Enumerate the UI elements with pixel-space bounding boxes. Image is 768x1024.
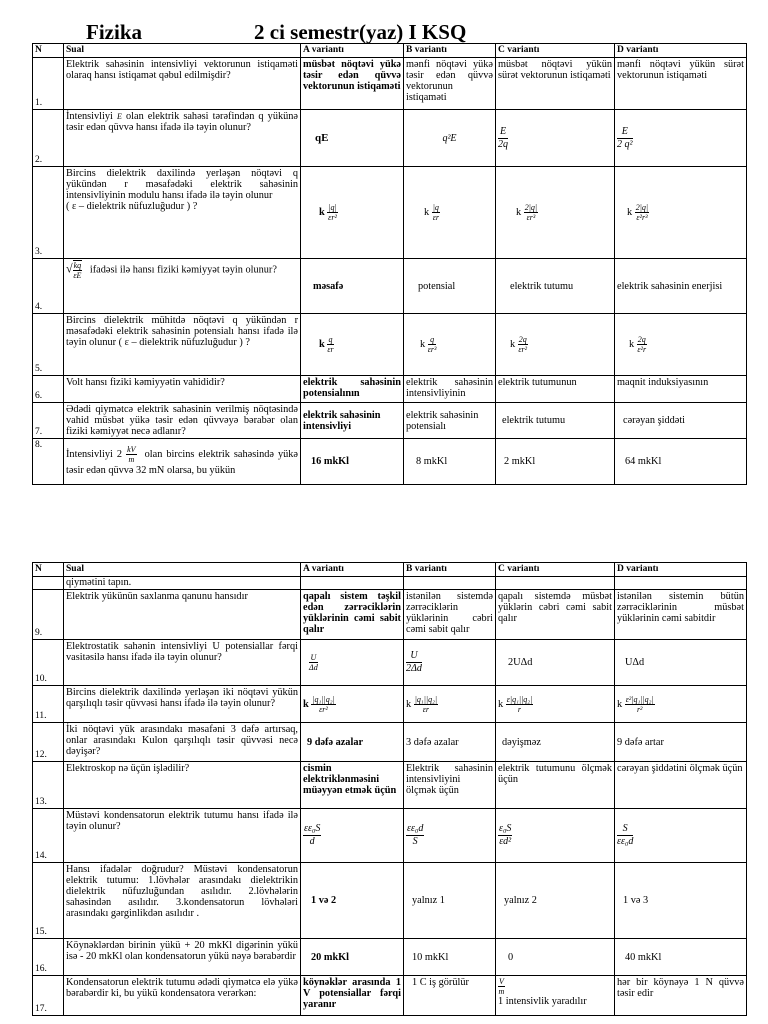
option-b: k $\frac{\text{|q₁||q₂|}}{\varepsilon r}$ <box>404 686 496 723</box>
option-b: elektrik sahəsinin intensivliyinin <box>404 376 496 403</box>
fraction: $\frac{\text{εε₀d}}{S}$ <box>407 823 424 847</box>
table-row <box>33 686 747 723</box>
option-b <box>404 809 496 863</box>
col-d: D variantı <box>615 563 747 577</box>
question-text: Hansı ifadələr doğrudur? Müstəvi kondensatorun elektrik tutumu: 1.lövhələr arasındakı dielektrikin dielektrik nüfuzluğundan asılıdır. 2.lövhələrin sahəsindən asılıdır. 3.kondensatorun lövhələri arasındakı gərginlikdən asılıdır . <box>64 863 301 939</box>
option-b: k $\frac{q}{\text{εr³}}$ <box>404 314 496 376</box>
question-text: Köynəklərdən birinin yükü + 20 mkKl digərinin yükü isə - 20 mkKl olan kondensatorun yükü nəyə bərabərdir <box>64 939 301 976</box>
option-a: qapalı sistem təşkil edən zərrəciklərin yüklərinin cəmi sabit qalır <box>301 590 404 640</box>
question-text: Elektrik yükünün saxlanma qanunu hansıdır <box>64 590 301 640</box>
fraction: $\frac{2|q|}{\text{ε²r³}}$ <box>635 203 649 222</box>
option-c: 2 mkKl <box>496 439 615 485</box>
option-c: elektrik tutumunu ölçmək üçün <box>496 762 615 809</box>
question-text: qiymətini tapın. <box>64 577 301 590</box>
fraction: $\frac{E}{\text{2 q²}}$ <box>617 125 633 150</box>
table-header-row <box>33 44 747 58</box>
col-c: C variantı <box>496 563 615 577</box>
fraction: $\frac{\text{ε|q₁||q₂|}}{r}$ <box>506 694 533 714</box>
table-row <box>33 403 747 439</box>
question-text: Bircins dielektrik daxilində yerləşən nöqtəvi q yükündən r məsafədəki elektrik sahəsinin intensivliyinin modulu hansı ifadə ilə təyin olunur ( ε – dielektrik nüfuzluğudur ) ? <box>64 167 301 259</box>
option-b: mənfi nöqtəvi yükə təsir edən qüvvə vektorunun istiqaməti <box>404 58 496 110</box>
fraction: $\frac{q}{\text{εr³}}$ <box>427 335 437 354</box>
table-row <box>33 58 747 110</box>
fraction: $\frac{\text{|q₁||q₂|}}{\text{εr²}}$ <box>312 694 335 714</box>
option-d: cərəyan şiddəti <box>615 403 747 439</box>
option-c: 2UΔd <box>496 640 615 686</box>
question-text: √ $\frac{kq}{\varepsilon E}$ ifadəsi ilə hansı fiziki kəmiyyət təyin olunur? <box>64 259 301 314</box>
option-d <box>615 110 747 167</box>
option-d: k $\frac{2|q|}{\text{ε²r³}}$ <box>615 167 747 259</box>
option-c: elektrik tutumu <box>496 403 615 439</box>
table-row <box>33 110 747 167</box>
question-table-1 <box>32 43 747 485</box>
question-number: 6. <box>33 376 64 403</box>
fraction: $\frac{V}{m}$ <box>498 977 505 996</box>
exam-title: 2 ci semestr(yaz) I KSQ <box>254 20 467 44</box>
option-c: k $\frac{2q}{\text{εr²}}$ <box>496 314 615 376</box>
question-number: 1. <box>33 58 64 110</box>
vector-e-symbol: E <box>117 112 122 121</box>
question-text: Kondensatorun elektrik tutumu ədədi qiymətcə elə yükə bərabərdir ki, bu yükü kondensatora verərkən: <box>64 976 301 1016</box>
col-question: Sual <box>64 44 301 58</box>
option-c <box>496 110 615 167</box>
question-number: 13. <box>33 762 64 809</box>
question-number <box>33 577 64 590</box>
question-text: Volt hansı fiziki kəmiyyətin vahididir? <box>64 376 301 403</box>
question-text-pre: İntensivliyi <box>66 111 113 122</box>
option-b: 10 mkKl <box>404 939 496 976</box>
option-c <box>496 809 615 863</box>
option-d: 1 və 3 <box>615 863 747 939</box>
option-d <box>615 577 747 590</box>
option-b: Elektrik sahəsinin intensivliyini ölçmək üçün <box>404 762 496 809</box>
subject-title: Fizika <box>86 20 142 44</box>
page-header <box>0 20 768 44</box>
col-a: A variantı <box>301 563 404 577</box>
option-c: k $\frac{\text{ε|q₁||q₂|}}{r}$ <box>496 686 615 723</box>
option-d: 64 mkKl <box>615 439 747 485</box>
question-number: 11. <box>33 686 64 723</box>
fraction: $\frac{2|q|}{\text{εr³}}$ <box>524 203 538 222</box>
fraction: $\frac{q}{\varepsilon r}$ <box>327 335 334 354</box>
option-a: 20 mkKl <box>301 939 404 976</box>
option-a: elektrik sahəsinin potensialının <box>301 376 404 403</box>
option-a <box>301 809 404 863</box>
option-a: 16 mkKl <box>301 439 404 485</box>
table-row <box>33 259 747 314</box>
table-row <box>33 809 747 863</box>
question-text: Elektrik sahəsinin intensivliyi vektorunun istiqaməti olaraq hansı istiqamət qəbul edilmişdir? <box>64 58 301 110</box>
question-text: Ədədi qiymətcə elektrik sahəsinin verilmiş nöqtəsində vahid müsbət yükə təsir edən qüvvəyə bərabər olan fiziki kəmiyyət necə adlanır? <box>64 403 301 439</box>
question-text: Elektroskop nə üçün işlədilir? <box>64 762 301 809</box>
col-n: N <box>33 563 64 577</box>
option-d: k $\frac{2q}{\text{ε²r}}$ <box>615 314 747 376</box>
col-a: A variantı <box>301 44 404 58</box>
option-b <box>404 110 496 167</box>
question-number: 14. <box>33 809 64 863</box>
table-row <box>33 439 747 485</box>
question-number: 5. <box>33 314 64 376</box>
fraction: $\frac{\text{ε²|q₁||q₂|}}{\text{r²}}$ <box>625 694 654 714</box>
question-number: 9. <box>33 590 64 640</box>
option-a: köynəklər arasında 1 V potensiallar fərqi yaranır <box>301 976 404 1016</box>
option-a: elektrik sahəsinin intensivliyi <box>301 403 404 439</box>
fraction: $\frac{\text{ε₀S}}{\text{εd²}}$ <box>499 823 512 847</box>
option-a: müsbət nöqtəvi yükə təsir edən qüvvə vektorunun istiqaməti <box>301 58 404 110</box>
option-a: k $\frac{q}{\varepsilon r}$ <box>301 314 404 376</box>
option-a: məsafə <box>301 259 404 314</box>
table-row <box>33 976 747 1016</box>
table-row <box>33 723 747 762</box>
option-a: cismin elektriklənməsini müəyyən etmək üçün <box>301 762 404 809</box>
question-number: 16. <box>33 939 64 976</box>
option-a: k $\frac{\text{|q₁||q₂|}}{\text{εr²}}$ <box>301 686 404 723</box>
table-row <box>33 577 747 590</box>
table-row <box>33 314 747 376</box>
option-c: qapalı sistemdə müsbət yüklərin cəbri cəmi sabit qalır <box>496 590 615 640</box>
option-d: istənilən sistemin bütün zərrəciklərinin müsbət yüklərinin cəmi sabitdir <box>615 590 747 640</box>
col-c: C variantı <box>496 44 615 58</box>
question-number: 10. <box>33 640 64 686</box>
option-a <box>301 110 404 167</box>
option-d: maqnit induksiyasının <box>615 376 747 403</box>
option-b: potensial <box>404 259 496 314</box>
question-text-post: olan elektrik sahəsi tərəfindən q yükünə təsir edən qüvvə hansı ifadə ilə təyin olunur? <box>66 111 298 133</box>
question-number: 7. <box>33 403 64 439</box>
col-question: Sual <box>64 563 301 577</box>
option-c: dəyişməz <box>496 723 615 762</box>
option-b <box>404 577 496 590</box>
table-row <box>33 376 747 403</box>
fraction: $\frac{|q}{\varepsilon r}$ <box>432 203 439 222</box>
option-b <box>404 640 496 686</box>
question-text <box>64 110 301 167</box>
question-text: İki nöqtəvi yük arasındakı məsafəni 3 dəfə artırsaq, onlar arasındakı Kulon qarşılıqlı təsir qüvvəsi necə dəyişər? <box>64 723 301 762</box>
option-c: $\frac{V}{m}$ 1 intensivlik yaradılır <box>496 976 615 1016</box>
question-table-2 <box>32 562 747 1016</box>
option-b: istənilən sistemdə zərrəciklərin yüklərinin cəbri cəmi sabit qalır <box>404 590 496 640</box>
option-b: 3 dəfə azalar <box>404 723 496 762</box>
option-c: 0 <box>496 939 615 976</box>
question-number: 8. <box>33 439 64 485</box>
option-d <box>615 809 747 863</box>
question-text: Bircins dielektrik mühitdə nöqtəvi q yükündən r məsafədəki elektrik sahəsinin potensialı hansı ifadə ilə təyin olunur ( ε – dielektrik nüfuzluğudur ) ? <box>64 314 301 376</box>
question-text: Bircins dielektrik daxilində yerləşən iki nöqtəvi yükün qarşılıqlı təsir qüvvəsi hansı ifadə ilə təyin olunur? <box>64 686 301 723</box>
col-b: B variantı <box>404 44 496 58</box>
table-row <box>33 939 747 976</box>
option-b: 8 mkKl <box>404 439 496 485</box>
option-a: 1 və 2 <box>301 863 404 939</box>
fraction: $\frac{U}{\Delta d}$ <box>309 653 318 672</box>
fraction: $\frac{U}{2\Delta d}$ <box>406 650 422 674</box>
option-d: 40 mkKl <box>615 939 747 976</box>
option-d: mənfi nöqtəvi yükün sürət vektorunun istiqaməti <box>615 58 747 110</box>
option-a: k $\frac{|q|}{\text{εr²}}$ <box>301 167 404 259</box>
table-row <box>33 640 747 686</box>
option-b: k $\frac{|q}{\varepsilon r}$ <box>404 167 496 259</box>
fraction: $\frac{kV}{m}$ <box>127 445 136 464</box>
option-d: UΔd <box>615 640 747 686</box>
fraction: $\frac{\text{εε₀S}}{d}$ <box>304 823 321 847</box>
question-text: Elektrostatik sahənin intensivliyi U potensiallar fərqi vasitəsilə hansı ifadə ilə təyin olunur? <box>64 640 301 686</box>
option-d: elektrik sahəsinin enerjisi <box>615 259 747 314</box>
col-d: D variantı <box>615 44 747 58</box>
table-row <box>33 863 747 939</box>
formula: q²E <box>442 132 457 144</box>
option-b: yalnız 1 <box>404 863 496 939</box>
fraction: $\frac{2q}{\text{ε²r}}$ <box>637 335 647 354</box>
option-a: 9 dəfə azalar <box>301 723 404 762</box>
option-c: müsbət nöqtəvi yükün sürət vektorunun istiqaməti <box>496 58 615 110</box>
fraction: $\frac{E}{2q}$ <box>498 125 508 150</box>
table-row <box>33 762 747 809</box>
fraction: $\frac{|q|}{\text{εr²}}$ <box>328 203 337 222</box>
option-a <box>301 577 404 590</box>
question-text: İntensivliyi 2 $\frac{kV}{m}$ olan bircins elektrik sahəsində yükə təsir edən qüvvə 32 mN olarsa, bu yükün <box>64 439 301 485</box>
question-number: 17. <box>33 976 64 1016</box>
option-d: hər bir köynəyə 1 N qüvvə təsir edir <box>615 976 747 1016</box>
question-number: 3. <box>33 167 64 259</box>
option-b: 1 C iş görülür <box>404 976 496 1016</box>
table-header-row <box>33 563 747 577</box>
table-row <box>33 167 747 259</box>
option-c: yalnız 2 <box>496 863 615 939</box>
option-b: elektrik sahəsinin potensialı <box>404 403 496 439</box>
table-row <box>33 590 747 640</box>
question-number: 15. <box>33 863 64 939</box>
col-n: N <box>33 44 64 58</box>
option-a <box>301 640 404 686</box>
formula: qE <box>315 131 329 144</box>
col-b: B variantı <box>404 563 496 577</box>
question-text: Müstəvi kondensatorun elektrik tutumu hansı ifadə ilə təyin olunur? <box>64 809 301 863</box>
question-number: 12. <box>33 723 64 762</box>
option-c: elektrik tutumunun <box>496 376 615 403</box>
fraction: $\frac{\text{|q₁||q₂|}}{\varepsilon r}$ <box>414 694 438 714</box>
option-c: k $\frac{2|q|}{\text{εr³}}$ <box>496 167 615 259</box>
question-number: 2. <box>33 110 64 167</box>
fraction: $\frac{S}{\text{εε₀d}}$ <box>617 823 634 847</box>
option-d: cərəyan şiddətini ölçmək üçün <box>615 762 747 809</box>
fraction: $\frac{2q}{\text{εr²}}$ <box>518 335 528 354</box>
option-c <box>496 577 615 590</box>
option-c: elektrik tutumu <box>496 259 615 314</box>
option-d: 9 dəfə artar <box>615 723 747 762</box>
question-number: 4. <box>33 259 64 314</box>
fraction: $\frac{kq}{\varepsilon E}$ <box>73 261 82 280</box>
option-d: k $\frac{\text{ε²|q₁||q₂|}}{\text{r²}}$ <box>615 686 747 723</box>
